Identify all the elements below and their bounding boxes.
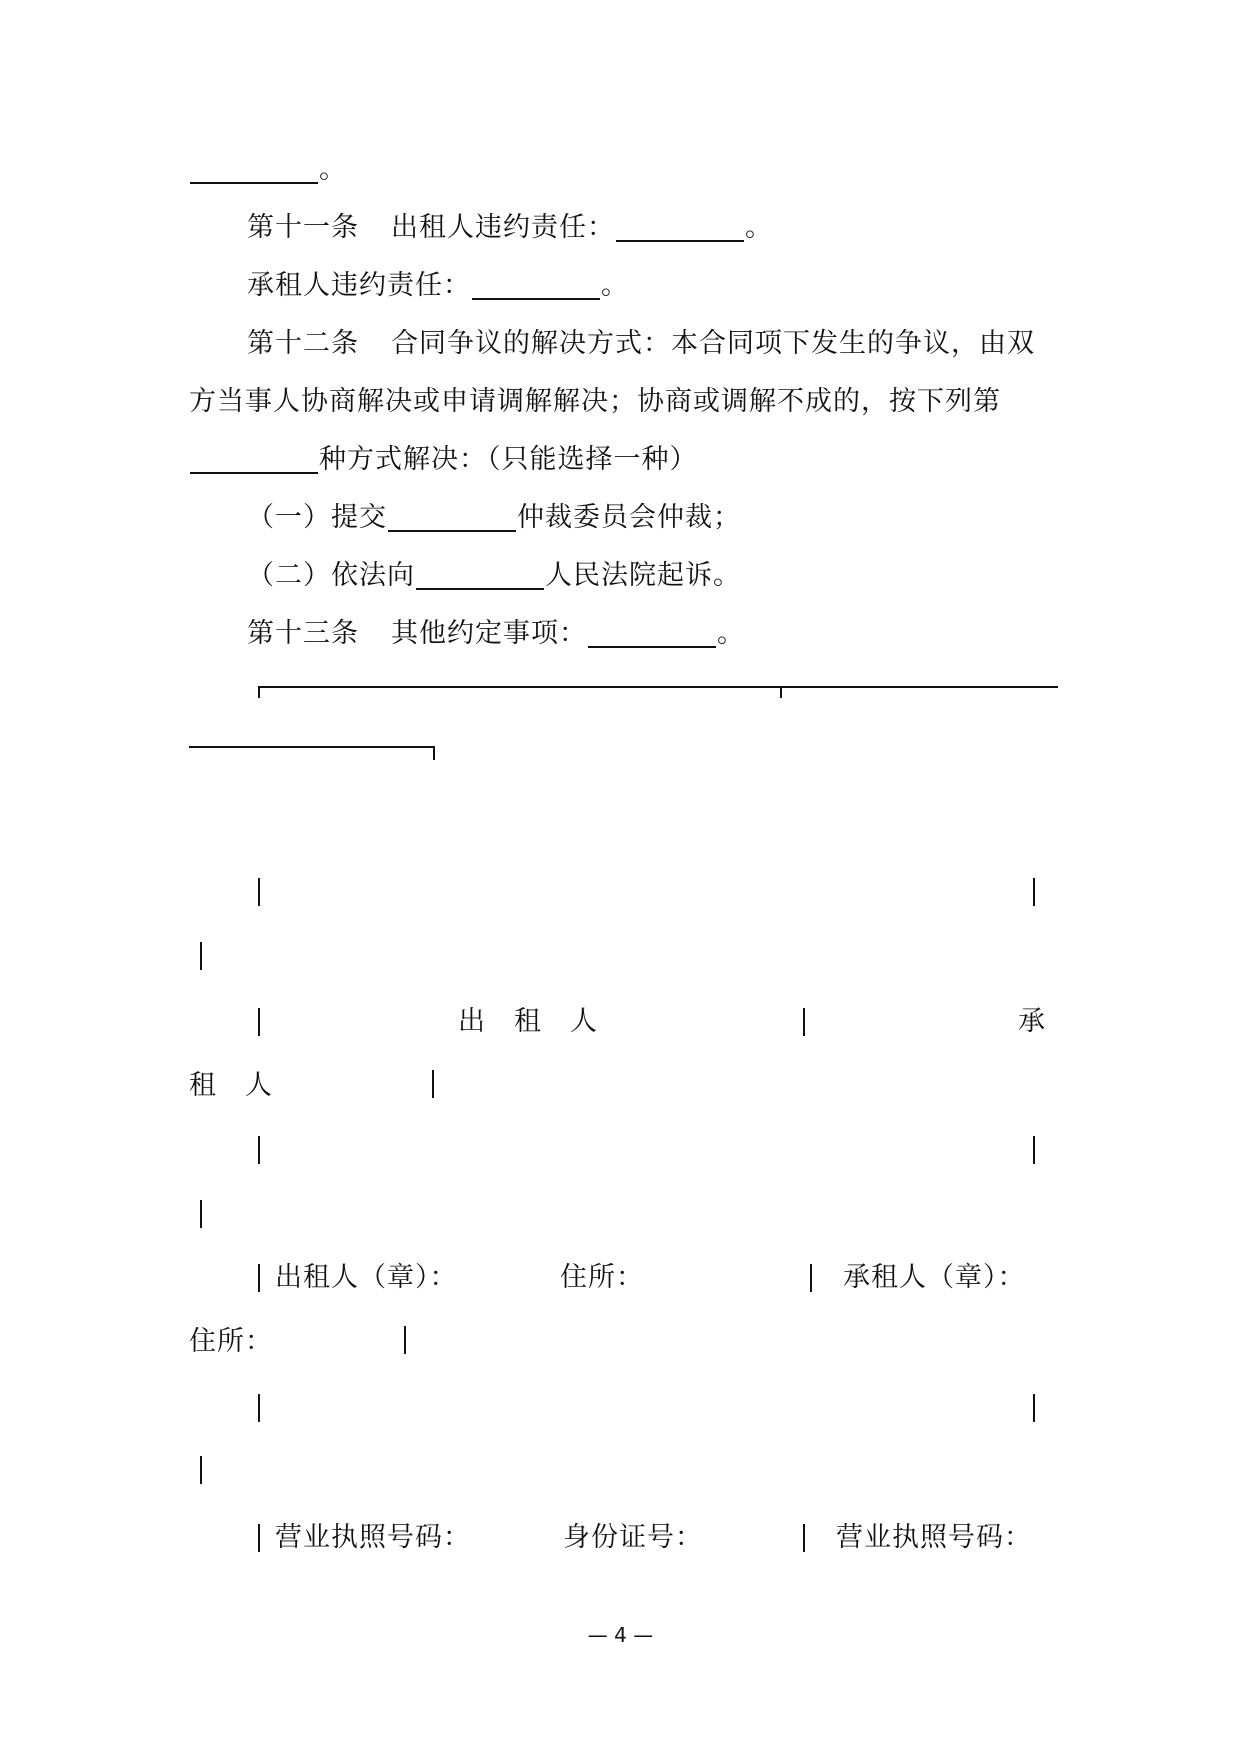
table-vbar: [258, 1136, 260, 1164]
lessee-address-label: 住所：: [189, 1326, 273, 1357]
table-vbar: [200, 942, 202, 970]
lessee-header-a: 承: [1018, 1006, 1046, 1037]
page-number: — 4 —: [587, 1623, 654, 1647]
option-1: [247, 498, 1059, 538]
table-vbar: [258, 1394, 260, 1422]
punct: 。: [319, 154, 347, 185]
lessee-header-b: 租 人: [189, 1070, 273, 1101]
article-13-label: 第十三条: [247, 618, 359, 649]
table-vbar: [200, 1200, 202, 1228]
lessee-license-no-label: 营业执照号码：: [836, 1522, 1032, 1553]
table-tee-mid: [780, 686, 782, 698]
article-13: [247, 614, 1059, 654]
article-11: [247, 208, 1059, 248]
fill-blank[interactable]: [588, 616, 716, 648]
table-top-border-wrap: [189, 746, 433, 748]
option-1-suffix: 仲裁委员会仲裁；: [517, 502, 741, 533]
fill-blank[interactable]: [388, 500, 516, 532]
table-vbar: [1033, 1136, 1035, 1164]
fill-blank[interactable]: [472, 268, 600, 300]
table-vbar: [1033, 1394, 1035, 1422]
table-vbar: [803, 1524, 805, 1552]
table-vbar: [258, 1008, 260, 1036]
table-vbar: [803, 1008, 805, 1036]
option-2-suffix: 人民法院起诉。: [545, 560, 741, 591]
tenant-liability: [247, 266, 1059, 306]
option-2: [247, 556, 1059, 596]
table-vbar: [404, 1326, 406, 1354]
punct: 。: [601, 270, 629, 301]
article-11-text: 出租人违约责任：: [391, 212, 615, 243]
fill-blank[interactable]: [190, 152, 318, 184]
table-vbar: [1033, 878, 1035, 906]
lessor-seal-label: 出租人（章）：: [275, 1262, 458, 1293]
punct: 。: [745, 212, 773, 243]
table-vbar: [810, 1264, 812, 1292]
article-12-cont2: [189, 440, 1059, 480]
article-13-text: 其他约定事项：: [391, 618, 587, 649]
table-corner-right: [433, 746, 435, 760]
table-vbar: [432, 1070, 434, 1098]
table-vbar: [258, 1264, 260, 1292]
article-11-label: 第十一条: [247, 212, 359, 243]
fill-blank[interactable]: [616, 210, 744, 242]
article-12: [247, 324, 1059, 364]
lessor-header: 出 租 人: [458, 1006, 598, 1037]
fill-blank[interactable]: [416, 558, 544, 590]
table-vbar: [258, 878, 260, 906]
table-vbar: [200, 1456, 202, 1484]
option-2-prefix: （二）依法向: [247, 560, 415, 591]
lessee-seal-label: 承租人（章）：: [843, 1262, 1026, 1293]
article-12-text-c: 种方式解决：（只能选择一种）: [319, 444, 698, 475]
article-12-text-a: 合同争议的解决方式：本合同项下发生的争议，由双: [391, 328, 1035, 359]
table-vbar: [258, 1524, 260, 1552]
article-12-label: 第十二条: [247, 328, 359, 359]
article-12-text-b: 方当事人协商解决或申请调解解决；协商或调解不成的，按下列第: [189, 386, 1001, 417]
option-1-prefix: （一）提交: [247, 502, 387, 533]
fill-blank[interactable]: [190, 442, 318, 474]
id-no-label: 身份证号：: [563, 1522, 703, 1553]
punct: 。: [717, 618, 745, 649]
table-corner-left: [258, 686, 260, 698]
continuation-line: [189, 150, 1059, 190]
lessor-address-label: 住所：: [560, 1262, 644, 1293]
article-12-cont: [189, 382, 1059, 422]
license-no-label: 营业执照号码：: [275, 1522, 471, 1553]
tenant-liability-text: 承租人违约责任：: [247, 270, 471, 301]
table-top-border: [258, 686, 1058, 688]
